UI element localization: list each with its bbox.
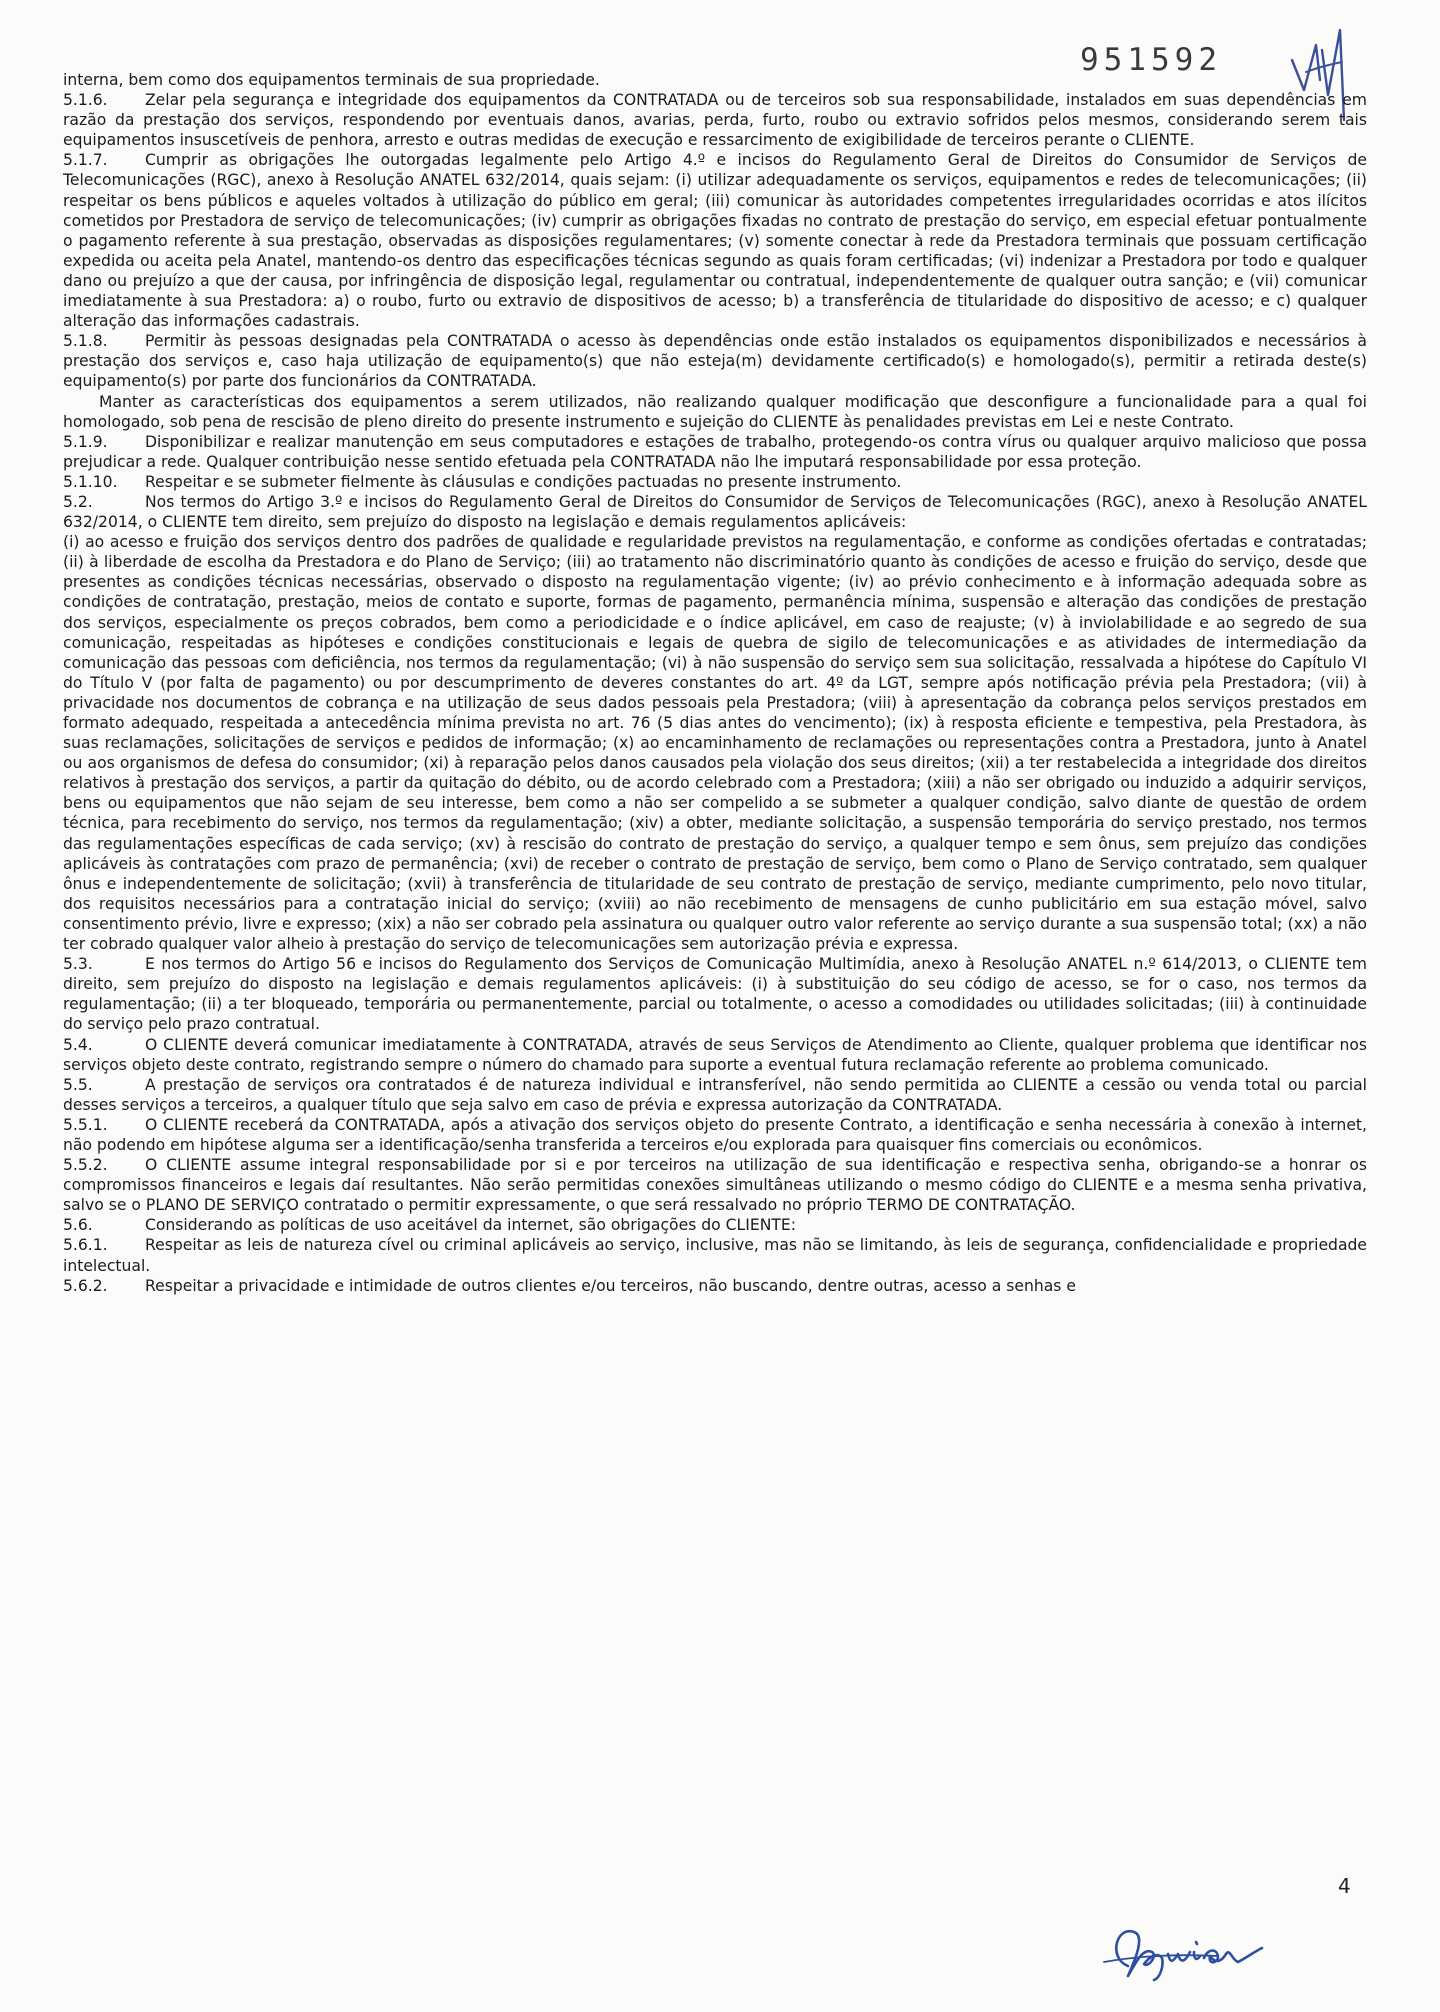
clause-number: 5.4. [63,1035,93,1054]
clause-paragraph [63,1155,1367,1215]
clause-number: 5.1.7. [63,151,108,170]
clause-text: Disponibilizar e realizar manutenção em seus computadores e estações de trabalho, protegendo-os contra vírus ou qualquer arquivo malicioso que possa prejudicar a rede. Qualquer contribuição nesse sentido efetuada pela CONTRATADA não lhe imputará responsabilidade por essa proteção. [63,432,1367,471]
clause-number: 5.1.6. [63,91,108,110]
page-number: 4 [1338,1874,1351,1898]
clause-number: 5.1.10. [63,472,118,491]
clause-text: Considerando as políticas de uso aceitável da internet, são obrigações do CLIENTE: [145,1216,796,1235]
clause-text: Zelar pela segurança e integridade dos equipamentos da CONTRATADA ou de terceiros sob sua responsabilidade, instalados em suas dependências em razão da prestação dos serviços, respondendo por eventuais danos, avarias, perda, furto, roubo ou extravio sofridos pelos mesmos, considerando serem tais equipamentos insuscetíveis de penhora, arresto e outras medidas de execução e ressarcimento de exigibilidade de terceiros perante o CLIENTE. [63,91,1367,150]
clause-paragraph [63,432,1367,472]
clause-paragraph [63,392,1367,432]
clause-paragraph [63,331,1367,391]
clause-text: O CLIENTE receberá da CONTRATADA, após a ativação dos serviços objeto do presente Contrato, a identificação e senha necessária à conexão à internet, não podendo em hipótese alguma ser a identificação/senha transferida a terceiros e/ou explorada para quaisquer fins comerciais ou econômicos. [63,1115,1367,1154]
clause-paragraph [63,1235,1367,1275]
clause-text: E nos termos do Artigo 56 e incisos do Regulamento dos Serviços de Comunicação Multimídia, anexo à Resolução ANATEL n.º 614/2013, o CLIENTE tem direito, sem prejuízo do disposto na legislação e demais regulamentos aplicáveis: (i) à substituição do seu código de acesso, se for o caso, nos termos da regulamentação; (ii) a ter bloqueado, temporária ou permanentemente, parcial ou totalmente, o acesso a comodidades ou utilidades solicitadas; (iii) à continuidade do serviço pelo prazo contratual. [63,955,1367,1034]
clause-text: O CLIENTE assume integral responsabilidade por si e por terceiros na utilização de sua identificação e respectiva senha, obrigando-se a honrar os compromissos financeiros e legais daí resultantes. Não serão permitidas conexões simultâneas utilizando o mesmo código do CLIENTE e a mesma senha privativa, salvo se o PLANO DE SERVIÇO contratado o permitir expressamente, o que será ressalvado no próprio TERMO DE CONTRATAÇÃO. [63,1156,1367,1215]
clause-paragraph [63,1075,1367,1115]
clause-paragraph [63,1215,1367,1235]
clause-text: interna, bem como dos equipamentos terminais de sua propriedade. [63,71,600,89]
clause-paragraph [63,1115,1367,1155]
clause-text: (i) ao acesso e fruição dos serviços dentro dos padrões de qualidade e regularidade previstos na regulamentação, e conforme as condições ofertadas e contratadas; (ii) à liberdade de escolha da Prestadora e do Plano de Serviço; (iii) ao tratamento não discriminatório quanto às condições de acesso e fruição do serviço, desde que presentes as condições técnicas necessárias, observado o disposto na regulamentação vigente; (iv) ao prévio conhecimento e à informação adequada sobre as condições de contratação, prestação, meios de contato e suporte, formas de pagamento, permanência mínima, suspensão e alteração das condições de prestação dos serviços, especialmente os preços cobrados, bem como a periodicidade e o índice aplicável, em caso de reajuste; (v) à inviolabilidade e ao segredo de sua comunicação, respeitadas as hipóteses e condições constitucionais e legais de quebra de sigilo de telecomunicações e as atividades de intermediação da comunicação das pessoas com deficiência, nos termos da regulamentação; (vi) à não suspensão do serviço sem sua solicitação, ressalvada a hipótese do Capítulo VI do Título V (por falta de pagamento) ou por descumprimento de deveres constantes do art. 4º da LGT, sempre após notificação prévia pela Prestadora; (vii) à privacidade nos documentos de cobrança e na utilização de seus dados pessoais pela Prestadora; (viii) à apresentação da cobrança pelos serviços prestados em formato adequado, respeitada a antecedência mínima prevista no art. 76 (5 dias antes do vencimento); (ix) à resposta eficiente e tempestiva, pela Prestadora, às suas reclamações, solicitações de serviços e pedidos de informação; (x) ao encaminhamento de reclamações ou representações contra a Prestadora, junto à Anatel ou aos organismos de defesa do consumidor; (xi) à reparação pelos danos causados pela violação dos seus direitos; (xii) a ter restabelecida a integridade dos direitos relativos à prestação dos serviços, a partir da quitação do débito, ou de acordo celebrado com a Prestadora; (xiii) a não ser obrigado ou induzido a adquirir serviços, bens ou equipamentos que não sejam de seu interesse, bem como a não ser compelido a se submeter a qualquer condição, salvo diante de questão de ordem técnica, para recebimento do serviço, nos termos da regulamentação; (xiv) a obter, mediante solicitação, a suspensão temporária do serviço prestado, nos termos das regulamentações específicas de cada serviço; (xv) à rescisão do contrato de prestação do serviço, a qualquer tempo e sem ônus, sem prejuízo das condições aplicáveis às contratações com prazo de permanência; (xvi) de receber o contrato de prestação de serviço, bem como o Plano de Serviço contratado, sem qualquer ônus e independentemente de solicitação; (xvii) à transferência de titularidade de seu contrato de prestação de serviço, mediante cumprimento, pelo novo titular, dos requisitos necessários para a contratação inicial do serviço; (xviii) ao não recebimento de mensagens de cunho publicitário em sua estação móvel, salvo consentimento prévio, livre e expresso; (xix) a não ser cobrado pela assinatura ou qualquer outro valor referente ao serviço durante a sua suspensão total; (xx) a não ter cobrado qualquer valor alheio à prestação do serviço de telecomunicações sem autorização prévia e expressa. [63,533,1367,954]
clause-number: 5.6. [63,1216,93,1235]
clause-text: Respeitar as leis de natureza cível ou criminal aplicáveis ao serviço, inclusive, mas não se limitando, às leis de segurança, confidencialidade e propriedade intelectual. [63,1236,1367,1275]
clause-number: 5.1.8. [63,332,108,351]
clause-paragraph [63,954,1367,1034]
clause-number: 5.6.2. [63,1276,108,1295]
clause-text: Respeitar e se submeter fielmente às cláusulas e condições pactuadas no presente instrumento. [145,472,902,491]
clause-number: 5.1.9. [63,432,108,451]
signature-aguiar [1098,1918,1308,1984]
clause-paragraph [63,1276,1367,1296]
clause-number: 5.5.1. [63,1115,108,1134]
clause-text: Cumprir as obrigações lhe outorgadas legalmente pelo Artigo 4.º e incisos do Regulamento Geral de Direitos do Consumidor de Serviços de Telecomunicações (RGC), anexo à Resolução ANATEL 632/2014, quais sejam: (i) utilizar adequadamente os serviços, equipamentos e redes de telecomunicações; (ii) respeitar os bens públicos e aqueles voltados à utilização do público em geral; (iii) comunicar às autoridades competentes irregularidades ocorridas e atos ilícitos cometidos por Prestadora de serviço de telecomunicações; (iv) cumprir as obrigações fixadas no contrato de prestação do serviço, em especial efetuar pontualmente o pagamento referente à sua prestação, observadas as disposições regulamentares; (v) somente conectar à rede da Prestadora terminais que possuam certificação expedida ou aceita pela Anatel, mantendo-os dentro das especificações técnicas segundo as quais foram certificadas; (vi) indenizar a Prestadora por todo e qualquer dano ou prejuízo a que der causa, por infringência de disposição legal, regulamentar ou contratual, independentemente de qualquer outra sanção; e (vii) comunicar imediatamente à sua Prestadora: a) o roubo, furto ou extravio de dispositivos de acesso; b) a transferência de titularidade do dispositivo de acesso; e c) qualquer alteração das informações cadastrais. [63,151,1367,331]
clause-text: Respeitar a privacidade e intimidade de outros clientes e/ou terceiros, não buscando, dentre outras, acesso a senhas e [145,1276,1076,1295]
clause-text: Permitir às pessoas designadas pela CONTRATADA o acesso às dependências onde estão instalados os equipamentos disponibilizados e necessários à prestação dos serviços e, caso haja utilização de equipamento(s) que não esteja(m) devidamente certificado(s) e homologado(s), permitir a retirada deste(s) equipamento(s) por parte dos funcionários da CONTRATADA. [63,332,1367,391]
clause-number: 5.5.2. [63,1156,108,1175]
clause-text: A prestação de serviços ora contratados é de natureza individual e intransferível, não sendo permitida ao CLIENTE a cessão ou venda total ou parcial desses serviços a terceiros, a qualquer título que seja salvo em caso de prévia e expressa autorização da CONTRATADA. [63,1075,1367,1114]
clause-text: O CLIENTE deverá comunicar imediatamente à CONTRATADA, através de seus Serviços de Atendimento ao Cliente, qualquer problema que identificar nos serviços objeto deste contrato, registrando sempre o número do chamado para suporte a eventual futura reclamação referente ao problema comunicado. [63,1035,1367,1074]
clause-paragraph [63,70,1367,90]
clause-number: 5.3. [63,955,93,974]
clause-paragraph [63,150,1367,331]
clause-text: Nos termos do Artigo 3.º e incisos do Regulamento Geral de Direitos do Consumidor de Serviços de Telecomunicações (RGC), anexo à Resolução ANATEL 632/2014, o CLIENTE tem direito, sem prejuízo do disposto na legislação e demais regulamentos aplicáveis: [63,492,1367,532]
clause-paragraph [63,90,1367,150]
clause-number: 5.2. [63,492,93,511]
clause-paragraph [63,472,1367,492]
clause-paragraph [63,1035,1367,1075]
contract-body [63,70,1367,1296]
clause-number: 5.6.1. [63,1236,108,1255]
clause-paragraph [63,532,1367,954]
clause-number: 5.5. [63,1075,93,1094]
clause-text: Manter as características dos equipamentos a serem utilizados, não realizando qualquer modificação que desconfigure a funcionalidade para a qual foi homologado, sob pena de rescisão de pleno direito do presente instrumento e sujeição do CLIENTE às penalidades previstas em Lei e neste Contrato. [63,392,1367,431]
clause-paragraph [63,492,1367,532]
document-number: 951592 [1080,42,1222,78]
